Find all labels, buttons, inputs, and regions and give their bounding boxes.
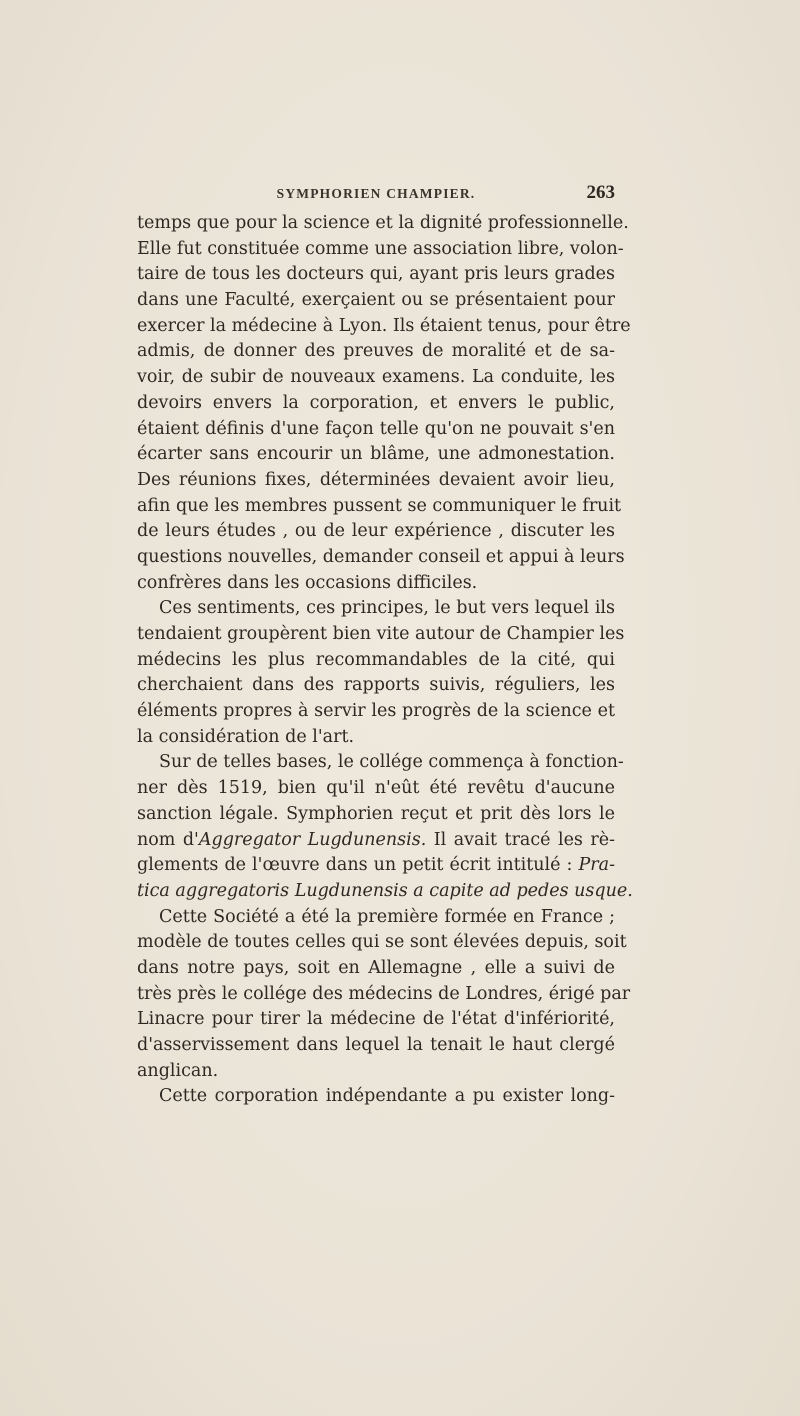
- text-line: taire de tous les docteurs qui, ayant pris leurs grades: [137, 264, 615, 285]
- text-segment: Il avait tracé les rè-: [426, 829, 616, 850]
- text-line: [137, 853, 615, 879]
- text-line: Des réunions fixes, déterminées devaient avoir lieu,: [137, 469, 615, 490]
- page-number: 263: [586, 182, 615, 203]
- text-line: temps que pour la science et la dignité professionnelle.: [137, 213, 629, 233]
- italic-title: Aggregator Lugdunensis.: [198, 829, 427, 850]
- text-line: tica aggregatoris Lugdunensis a capite ad pedes usque.: [137, 880, 633, 901]
- text-line: Ces sentiments, ces principes, le but vers lequel ils: [159, 598, 615, 619]
- text-line: Cette Société a été la première formée en France ;: [159, 906, 615, 927]
- text-line: afin que les membres pussent se communiquer le fruit: [137, 495, 622, 516]
- text-line: éléments propres à servir les progrès de la science et: [137, 701, 615, 722]
- text-segment: glements de l'œuvre dans un petit écrit intitulé :: [137, 855, 579, 876]
- page-header: [137, 183, 615, 209]
- text-line: Cette corporation indépendante a pu exister long-: [159, 1086, 615, 1107]
- text-line: sanction légale. Symphorien reçut et prit dès lors le: [137, 803, 615, 824]
- text-line: très près le collége des médecins de Londres, érigé par: [137, 983, 631, 1004]
- text-line: anglican.: [137, 1060, 219, 1081]
- text-line: Sur de telles bases, le collége commença à fonction-: [159, 752, 624, 773]
- text-line: dans une Faculté, exerçaient ou se présentaient pour: [137, 290, 615, 311]
- text-line: ner dès 1519, bien qu'il n'eût été revêtu d'aucune: [137, 778, 615, 799]
- text-segment: nom d': [137, 829, 199, 850]
- text-line: cherchaient dans des rapports suivis, réguliers, les: [137, 675, 615, 696]
- text-line: exercer la médecine à Lyon. Ils étaient tenus, pour être: [137, 315, 631, 336]
- running-head: SYMPHORIEN CHAMPIER.: [276, 186, 476, 201]
- text-line: voir, de subir de nouveaux examens. La conduite, les: [137, 367, 615, 388]
- text-line: médecins les plus recommandables de la cité, qui: [137, 649, 615, 670]
- text-line: dans notre pays, soit en Allemagne , elle a suivi de: [137, 957, 615, 978]
- text-line: étaient définis d'une façon telle qu'on ne pouvait s'en: [137, 418, 615, 439]
- italic-title: Pra-: [578, 855, 615, 876]
- body-text: [137, 211, 633, 1110]
- text-line: de leurs études , ou de leur expérience , discuter les: [137, 521, 615, 542]
- text-line: modèle de toutes celles qui se sont élevées depuis, soit: [137, 932, 627, 953]
- text-line: la considération de l'art.: [137, 726, 355, 747]
- text-line: écarter sans encourir un blâme, une admonestation.: [137, 444, 615, 465]
- text-line: admis, de donner des preuves de moralité et de sa-: [137, 341, 615, 362]
- text-line: tendaient groupèrent bien vite autour de Champier les: [137, 624, 625, 644]
- text-line: d'asservissement dans lequel la tenait le haut clergé: [137, 1035, 615, 1055]
- text-line: questions nouvelles, demander conseil et appui à leurs: [137, 546, 625, 567]
- text-line: [137, 828, 615, 854]
- text-line: devoirs envers la corporation, et envers le public,: [137, 392, 615, 413]
- text-line: Linacre pour tirer la médecine de l'état d'infériorité,: [137, 1009, 615, 1030]
- text-line: confrères dans les occasions difficiles.: [137, 572, 478, 593]
- text-line: Elle fut constituée comme une association libre, volon-: [137, 238, 624, 259]
